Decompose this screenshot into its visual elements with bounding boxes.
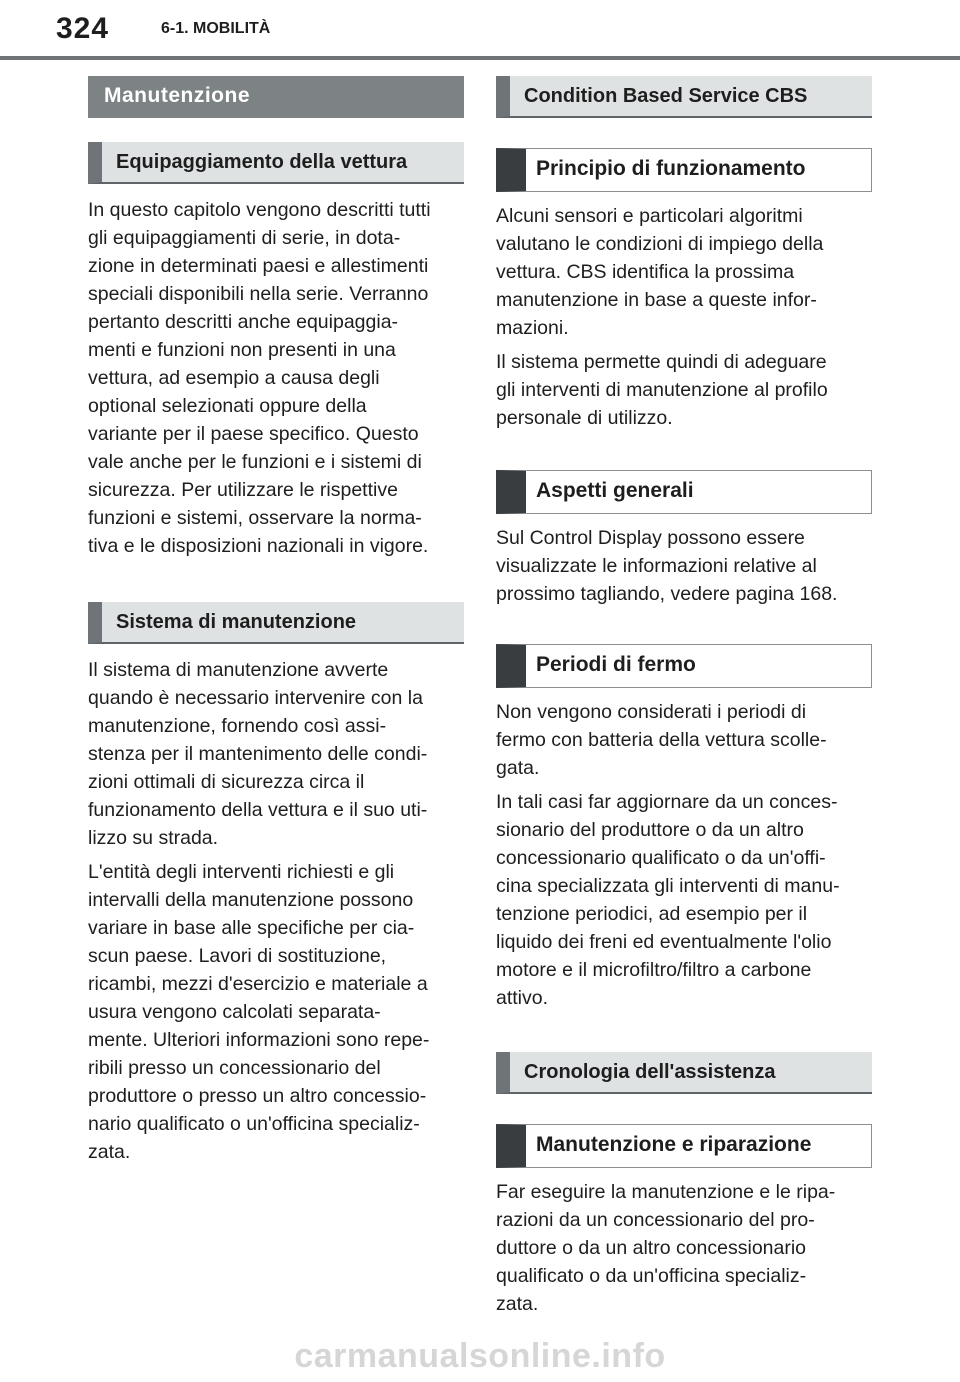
watermark: carmanualsonline.info bbox=[294, 1337, 666, 1375]
heading-sistema-manutenzione: Sistema di manutenzione bbox=[88, 602, 464, 644]
heading-aspetti: Aspetti generali bbox=[496, 470, 872, 514]
paragraph-periodi-1: Non vengono considerati i periodi di fermo con batteria della vettura scolle- gata. bbox=[496, 701, 827, 779]
paragraph-principio-1: Alcuni sensori e particolari algoritmi valutano le condizioni di impiego della vettura. CBS identifica la prossima manutenzione in base a queste infor- mazioni. bbox=[496, 205, 824, 339]
paragraph-equipaggiamento: In questo capitolo vengono descritti tutti gli equipaggiamenti di serie, in dota- zione in determinati paesi e allestimenti speciali disponibili nella serie. Verranno pertanto descritti anche equipaggia- menti e funzioni non presenti in una vettura, ad esempio a causa degli optional selezionati oppure della variante per il paese specifico. Questo vale anche per le funzioni e i sistemi di sicurezza. Per utilizzare le rispettive funzioni e sistemi, osservare la norma- tiva e le disposizioni nazionali in vigore. bbox=[88, 199, 431, 557]
heading-manutenzione-riparazione: Manutenzione e riparazione bbox=[496, 1124, 872, 1168]
heading-cbs: Condition Based Service CBS bbox=[496, 76, 872, 118]
page-header bbox=[0, 0, 960, 62]
chapter-title: 6-1. MOBILITÀ bbox=[161, 20, 271, 37]
paragraph-sistema-2: L'entità degli interventi richiesti e gli intervalli della manutenzione possono variare in base alle specifiche per cia- scun paese. Lavori di sostituzione, ricambi, mezzi d'esercizio e materiale a usura vengono calcolati separata- mente. Ulteriori informazioni sono repe- ribili presso un concessionario del produttore o presso un altro concessio- nario qualificato o un'officina specializ- zata. bbox=[88, 861, 430, 1163]
paragraph-principio-2: Il sistema permette quindi di adeguare gli interventi di manutenzione al profilo personale di utilizzo. bbox=[496, 351, 828, 429]
left-column bbox=[88, 76, 464, 1166]
heading-principio: Principio di funzionamento bbox=[496, 148, 872, 192]
paragraph-aspetti: Sul Control Display possono essere visualizzate le informazioni relative al prossimo tagliando, vedere pagina 168. bbox=[496, 527, 838, 605]
right-column bbox=[496, 76, 872, 1318]
paragraph-sistema-1: Il sistema di manutenzione avverte quando è necessario intervenire con la manutenzione, fornendo così assi- stenza per il mantenimento delle condi- zioni ottimali di sicurezza circa il funzionamento della vettura e il suo uti- lizzo su strada. bbox=[88, 659, 428, 849]
page-number: 324 bbox=[56, 12, 110, 45]
heading-cronologia: Cronologia dell'assistenza bbox=[496, 1052, 872, 1094]
paragraph-manutenzione-riparazione: Far eseguire la manutenzione e le ripa- razioni da un concessionario del pro- duttore o da un altro concessionario qualificato o da un'officina specializ- zata. bbox=[496, 1181, 836, 1315]
paragraph-periodi-2: In tali casi far aggiornare da un conces- sionario del produttore o da un altro concessionario qualificato o da un'offi- cina specializzata gli interventi di manu- tenzione periodici, ad esempio per il liquido dei freni ed eventualmente l'olio motore e il microfiltro/filtro a carbone attivo. bbox=[496, 791, 840, 1009]
header-rule bbox=[0, 56, 960, 60]
heading-equipaggiamento: Equipaggiamento della vettura bbox=[88, 142, 464, 184]
heading-periodi: Periodi di fermo bbox=[496, 644, 872, 688]
heading-manutenzione: Manutenzione bbox=[88, 76, 464, 118]
